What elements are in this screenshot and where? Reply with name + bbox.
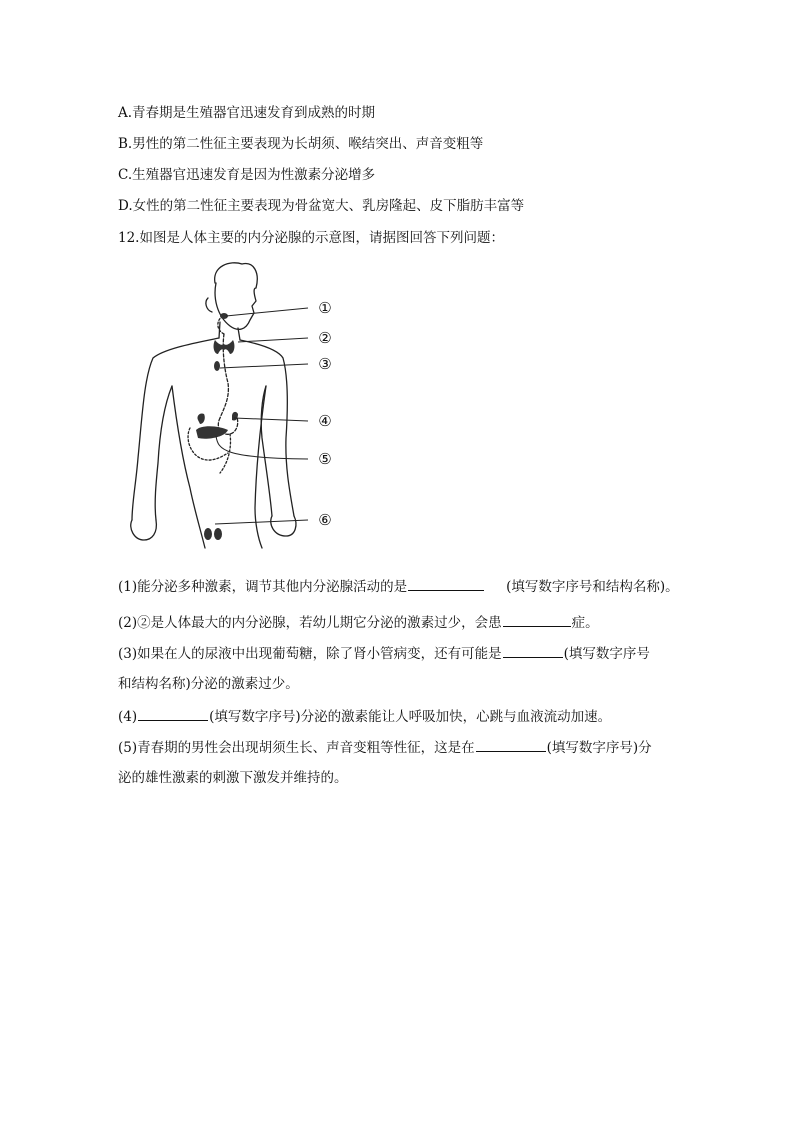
question-5 <box>118 737 652 758</box>
question-2 <box>118 612 599 633</box>
option-c: C.生殖器官迅速发育是因为性激素分泌增多 <box>118 167 376 183</box>
thymus-gland <box>214 361 220 371</box>
leader-line-4 <box>234 418 308 421</box>
option-a: A.青春期是生殖器官迅速发育到成熟的时期 <box>118 105 376 121</box>
leader-line-1 <box>226 308 308 316</box>
figure-label-2: ② <box>318 329 332 347</box>
question-4-text: (填写数字序号)分泌的激素能让人呼吸加快，心跳与血液流动加速。 <box>209 709 612 725</box>
question-3-text: (3)如果在人的尿液中出现葡萄糖，除了肾小管病变，还有可能是 <box>118 646 502 662</box>
left-hand <box>131 520 157 540</box>
figure-label-4: ④ <box>318 412 332 430</box>
figure-label-5: ⑤ <box>318 450 332 468</box>
leader-line-2 <box>238 338 308 342</box>
option-b: B.男性的第二性征主要表现为长胡须、喉结突出、声音变粗等 <box>118 136 484 152</box>
question-1 <box>118 576 679 597</box>
testis-right <box>214 528 222 540</box>
question-5-hint: (填写数字序号)分 <box>546 740 652 756</box>
answer-blank-2[interactable] <box>503 612 571 627</box>
question-4-number: (4) <box>118 709 138 725</box>
answer-blank-1[interactable] <box>408 576 484 591</box>
question-3 <box>118 643 650 664</box>
option-d: D.女性的第二性征主要表现为骨盆宽大、乳房隆起、皮下脂肪丰富等 <box>118 198 525 214</box>
question-4 <box>118 706 611 727</box>
question-2-text: (2)②是人体最大的内分泌腺，若幼儿期它分泌的激素过少，会患 <box>118 615 502 631</box>
thyroid-gland <box>214 340 235 354</box>
head-outline <box>215 283 256 329</box>
pancreas <box>196 426 228 439</box>
adrenal-gland-left <box>197 413 204 424</box>
ear-outline <box>206 298 212 312</box>
question-5-text: (5)青春期的男性会出现胡须生长、声音变粗等性征，这是在 <box>118 740 475 756</box>
left-arm-inner <box>155 386 172 520</box>
torso-left <box>172 386 205 548</box>
question-1-text: (1)能分泌多种激素，调节其他内分泌腺活动的是 <box>118 579 408 595</box>
answer-blank-4[interactable] <box>138 706 208 721</box>
question-stem: 12.如图是人体主要的内分泌腺的示意图，请据图回答下列问题： <box>118 230 504 246</box>
leader-line-6 <box>215 520 308 524</box>
figure-label-3: ③ <box>318 355 332 373</box>
endocrine-glands-diagram <box>120 258 360 558</box>
question-3-hint: (填写数字序号 <box>563 646 650 662</box>
answer-blank-3[interactable] <box>503 643 563 658</box>
hair-outline <box>215 263 258 288</box>
testis-left <box>204 528 212 540</box>
figure-label-6: ⑥ <box>318 511 332 529</box>
leader-line-3 <box>220 364 308 368</box>
question-5-continued: 泌的雄性激素的刺激下激发并维持的。 <box>118 770 348 786</box>
figure-label-1: ① <box>318 299 332 317</box>
question-1-hint: (填写数字序号和结构名称)。 <box>506 579 679 595</box>
answer-blank-5[interactable] <box>476 737 546 752</box>
question-3-continued: 和结构名称)分泌的激素过少。 <box>118 676 299 692</box>
question-2-suffix: 症。 <box>571 615 599 631</box>
right-hand <box>271 516 296 536</box>
torso-right <box>255 386 266 548</box>
